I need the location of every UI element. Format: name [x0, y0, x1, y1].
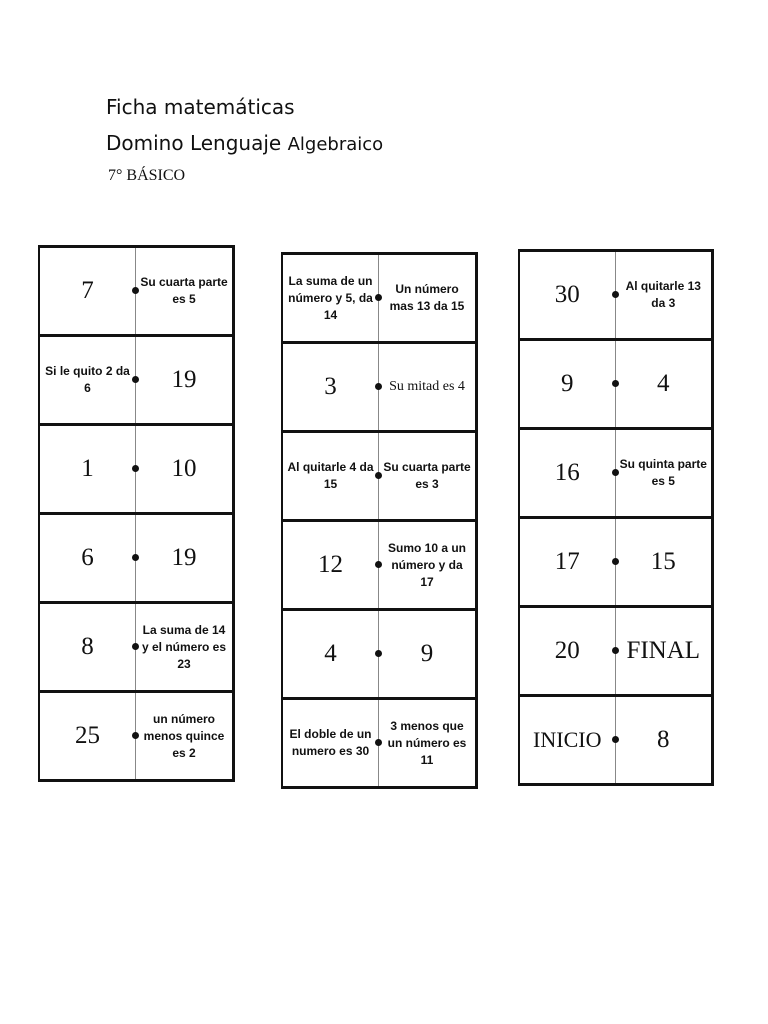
tile-right: Un número mas 13 da 15 [389, 282, 465, 313]
tile-left: 25 [40, 693, 136, 779]
subtitle-tail: Algebraico [287, 134, 384, 155]
tile-left: 30 [520, 252, 616, 338]
tile-right: Su mitad es 4 [389, 379, 465, 394]
tile-right: 9 [420, 640, 434, 667]
tile-right: 15 [650, 548, 676, 575]
domino-tile [40, 337, 232, 426]
tile-right: Su cuarta parte es 5 [140, 275, 228, 306]
tile-center-dot [375, 650, 382, 657]
tile-left: Al quitarle 4 da 15 [283, 433, 379, 519]
tile-left: 6 [40, 515, 136, 601]
tile-center-dot [375, 561, 382, 568]
tile-left: El doble de un numero es 30 [283, 700, 379, 786]
tile-right: 19 [171, 544, 197, 571]
tile-center-dot [612, 647, 619, 654]
tile-center-dot [375, 472, 382, 479]
domino-tile [520, 608, 711, 697]
tile-left: 16 [520, 430, 616, 516]
tile-left: 7 [40, 248, 136, 334]
worksheet-title: Ficha matemáticas [106, 95, 295, 119]
tile-left: 17 [520, 519, 616, 605]
domino-tile [40, 515, 232, 604]
domino-tile [40, 693, 232, 782]
grade-label: 7° BÁSICO [108, 167, 186, 184]
worksheet-subtitle [106, 128, 383, 158]
tile-right: La suma de 14 y el número es 23 [141, 622, 227, 671]
tile-center-dot [612, 380, 619, 387]
tile-left: 3 [283, 344, 379, 430]
domino-tile [283, 611, 475, 700]
tile-center-dot [132, 465, 139, 472]
worksheet-header [106, 92, 383, 186]
tile-left: 4 [283, 611, 379, 697]
tile-center-dot [132, 376, 139, 383]
tile-center-dot [612, 291, 619, 298]
tile-center-dot [612, 558, 619, 565]
tile-center-dot [132, 287, 139, 294]
tile-center-dot [132, 732, 139, 739]
tile-right: Su cuarta parte es 3 [383, 460, 471, 491]
tile-left: 1 [40, 426, 136, 512]
domino-tile [520, 519, 711, 608]
domino-column-3 [518, 249, 714, 786]
tile-left: 8 [40, 604, 136, 690]
tile-center-dot [375, 383, 382, 390]
subtitle-main: Domino Lenguaje [106, 131, 282, 155]
domino-tile [520, 341, 711, 430]
domino-tile [520, 430, 711, 519]
domino-tile [283, 700, 475, 789]
domino-tile [283, 344, 475, 433]
tile-left: INICIO [520, 697, 616, 783]
tile-left: 12 [283, 522, 379, 608]
tile-right: 8 [657, 726, 670, 753]
tile-left: Si le quito 2 da 6 [40, 337, 136, 423]
domino-tile [520, 252, 711, 341]
tile-right: un número menos quince es 2 [143, 711, 225, 760]
domino-tile [283, 433, 475, 522]
tile-left: La suma de un número y 5, da 14 [283, 255, 379, 341]
tile-right: 3 menos que un número es 11 [387, 718, 467, 767]
tile-center-dot [612, 736, 619, 743]
domino-tile [283, 255, 475, 344]
domino-tile [40, 604, 232, 693]
domino-tile [40, 426, 232, 515]
tile-center-dot [132, 643, 139, 650]
tile-right: 19 [171, 366, 197, 393]
domino-tile [40, 248, 232, 337]
domino-column-1 [38, 245, 235, 782]
tile-center-dot [132, 554, 139, 561]
tile-right: 4 [657, 370, 670, 397]
tile-center-dot [375, 294, 382, 301]
tile-right: 10 [171, 455, 197, 482]
tile-right: Sumo 10 a un número y da 17 [387, 540, 467, 589]
domino-column-2 [281, 252, 478, 789]
domino-tile [283, 522, 475, 611]
tile-right: Al quitarle 13 da 3 [625, 279, 701, 310]
tile-left: 9 [520, 341, 616, 427]
tile-center-dot [375, 739, 382, 746]
tile-left: 20 [520, 608, 616, 694]
tile-right: Su quinta parte es 5 [619, 457, 707, 488]
domino-tile [520, 697, 711, 786]
tile-center-dot [612, 469, 619, 476]
tile-right: FINAL [626, 637, 701, 664]
